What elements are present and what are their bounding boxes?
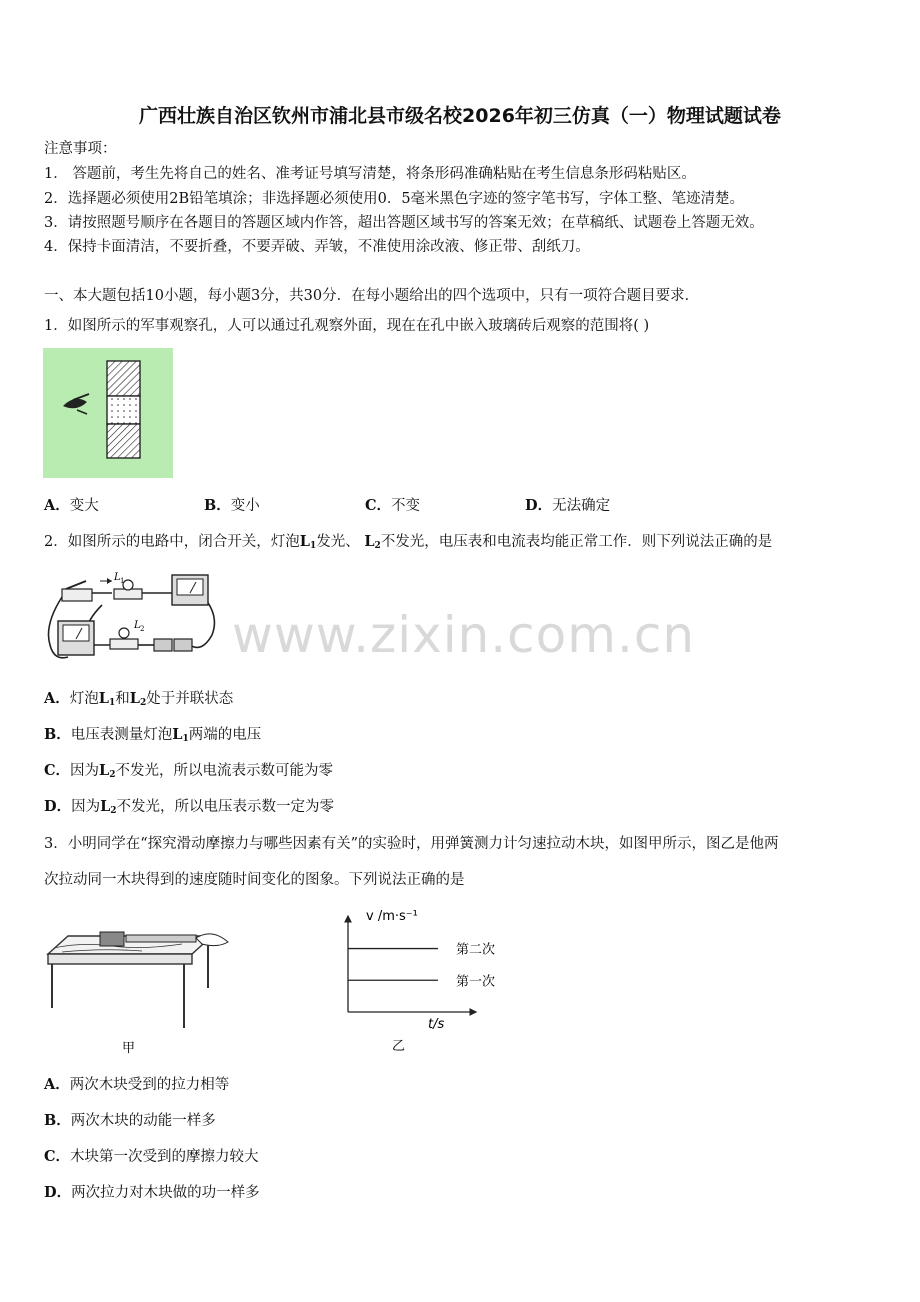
label-l1: L bbox=[114, 572, 121, 583]
voltmeter bbox=[172, 575, 208, 605]
question-text: 如图所示的军事观察孔，人可以通过孔观察外面，现在在孔中嵌入玻璃砖后观察的范围将( ) bbox=[67, 318, 650, 334]
option-b[interactable]: B．两次木块的动能一样多 bbox=[44, 1112, 216, 1129]
option-b[interactable]: B．变小 bbox=[204, 497, 260, 514]
series-label-2: 第一次 bbox=[456, 974, 496, 990]
question-number: 1． bbox=[44, 318, 68, 334]
option-a[interactable]: A．两次木块受到的拉力相等 bbox=[44, 1076, 230, 1093]
question-1 bbox=[44, 314, 649, 335]
spring-scale bbox=[126, 935, 196, 942]
watermark: www.zixin.com.cn bbox=[232, 606, 696, 664]
notice-item: 4．保持卡面清洁，不要折叠，不要弄破、弄皱，不准使用涂改液、修正带、刮纸刀。 bbox=[44, 239, 590, 255]
question-3: 3．小明同学在“探究滑动摩擦力与哪些因素有关”的实验时，用弹簧测力计匀速拉动木块，如图甲所示，图乙是他两 bbox=[44, 836, 779, 852]
notice-item: 2．选择题必须使用2B铅笔填涂；非选择题必须使用0．5毫米黑色字迹的签字笔书写，字体工整、笔迹清楚。 bbox=[44, 191, 745, 207]
option-d[interactable]: D．两次拉力对木块做的功一样多 bbox=[44, 1184, 260, 1201]
ammeter bbox=[58, 621, 94, 655]
option-a[interactable]: A．变大 bbox=[44, 497, 99, 514]
switch bbox=[62, 581, 92, 601]
page-title: 广西壮族自治区钦州市浦北县市级名校2026年初三仿真（一）物理试题试卷 bbox=[139, 105, 781, 127]
x-axis-label: t/s bbox=[428, 1017, 445, 1032]
label-l1-sub: 1 bbox=[120, 577, 125, 585]
notice-heading: 注意事项： bbox=[44, 141, 117, 157]
section-heading: 一、本大题包括10小题，每小题3分，共30分．在每小题给出的四个选项中，只有一项符合题目要求． bbox=[44, 288, 700, 304]
label-l2-sub: 2 bbox=[140, 625, 145, 633]
option-d[interactable]: D．因为$L_2$不发光，所以电压表示数一定为零 bbox=[44, 798, 335, 816]
caption-yi: 乙 bbox=[392, 1039, 406, 1054]
y-axis-label: v /m·s⁻¹ bbox=[366, 909, 418, 924]
option-c[interactable]: C．不变 bbox=[365, 497, 421, 514]
caption-jia: 甲 bbox=[122, 1041, 136, 1056]
observation-hole-figure bbox=[43, 348, 173, 478]
option-d[interactable]: D．无法确定 bbox=[525, 497, 611, 514]
question-3-cont: 次拉动同一木块得到的速度随时间变化的图象。下列说法正确的是 bbox=[44, 872, 465, 888]
wood-block bbox=[100, 932, 124, 946]
velocity-time-chart bbox=[330, 900, 520, 1060]
bulb-l2 bbox=[110, 628, 138, 649]
notice-item: 3．请按照题号顺序在各题目的答题区域内作答，超出答题区域书写的答案无效；在草稿纸、试题卷上答题无效。 bbox=[44, 215, 764, 231]
label-l2: L bbox=[134, 620, 141, 631]
battery bbox=[154, 639, 192, 651]
circuit-figure bbox=[42, 565, 222, 667]
option-c[interactable]: C．因为$L_2$不发光，所以电流表示数可能为零 bbox=[44, 762, 334, 780]
table-experiment-figure bbox=[42, 918, 242, 1058]
option-c[interactable]: C．木块第一次受到的摩擦力较大 bbox=[44, 1148, 259, 1165]
question-2: 2．如图所示的电路中，闭合开关，灯泡$L_1$发光、 $L_2$不发光，电压表和电流表均能正常工作．则下列说法正确的是 bbox=[44, 533, 773, 551]
option-a[interactable]: A．灯泡$L_1$和$L_2$处于并联状态 bbox=[44, 690, 234, 708]
series-label-1: 第二次 bbox=[456, 942, 496, 958]
option-b[interactable]: B．电压表测量灯泡$L_1$两端的电压 bbox=[44, 726, 262, 744]
notice-item: 1． 答题前，考生先将自己的姓名、准考证号填写清楚，将条形码准确粘贴在考生信息条形码粘贴区。 bbox=[44, 166, 696, 182]
